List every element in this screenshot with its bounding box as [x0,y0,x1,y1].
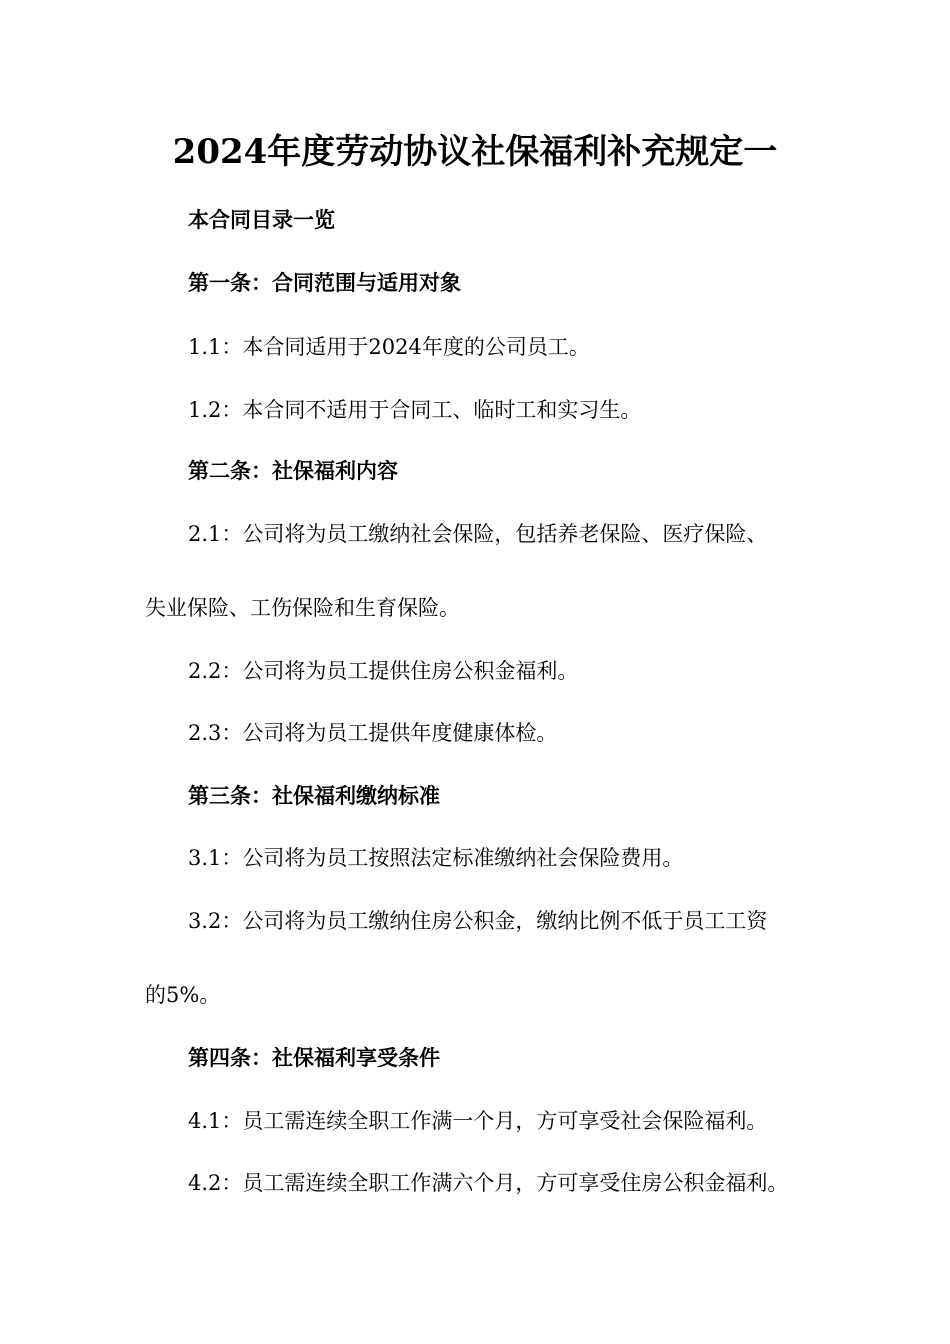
document-title: 2024年度劳动协议社保福利补充规定一 [172,132,778,172]
clause-2-2: 2.2：公司将为员工提供住房公积金福利。 [188,659,579,683]
clause-4-1: 4.1：员工需连续全职工作满一个月，方可享受社会保险福利。 [188,1109,768,1133]
article-4-heading: 第四条：社保福利享受条件 [188,1045,440,1070]
clause-3-2-line-1: 3.2：公司将为员工缴纳住房公积金，缴纳比例不低于员工工资 [188,909,768,933]
clause-2-1-line-1: 2.1：公司将为员工缴纳社会保险，包括养老保险、医疗保险、 [188,522,768,546]
article-3-heading: 第三条：社保福利缴纳标准 [188,783,440,808]
clause-1-2: 1.2：本合同不适用于合同工、临时工和实习生。 [188,398,642,422]
clause-2-1-line-2: 失业保险、工伤保险和生育保险。 [145,596,460,620]
clause-1-1: 1.1：本合同适用于2024年度的公司员工。 [188,335,590,359]
article-2-heading: 第二条：社保福利内容 [188,458,398,483]
toc-heading: 本合同目录一览 [188,207,335,232]
clause-3-1: 3.1：公司将为员工按照法定标准缴纳社会保险费用。 [188,846,684,870]
clause-3-2-line-2: 的5%。 [145,983,221,1007]
clause-4-2: 4.2：员工需连续全职工作满六个月，方可享受住房公积金福利。 [188,1171,789,1195]
clause-2-3: 2.3：公司将为员工提供年度健康体检。 [188,721,558,745]
article-1-heading: 第一条：合同范围与适用对象 [188,270,461,295]
